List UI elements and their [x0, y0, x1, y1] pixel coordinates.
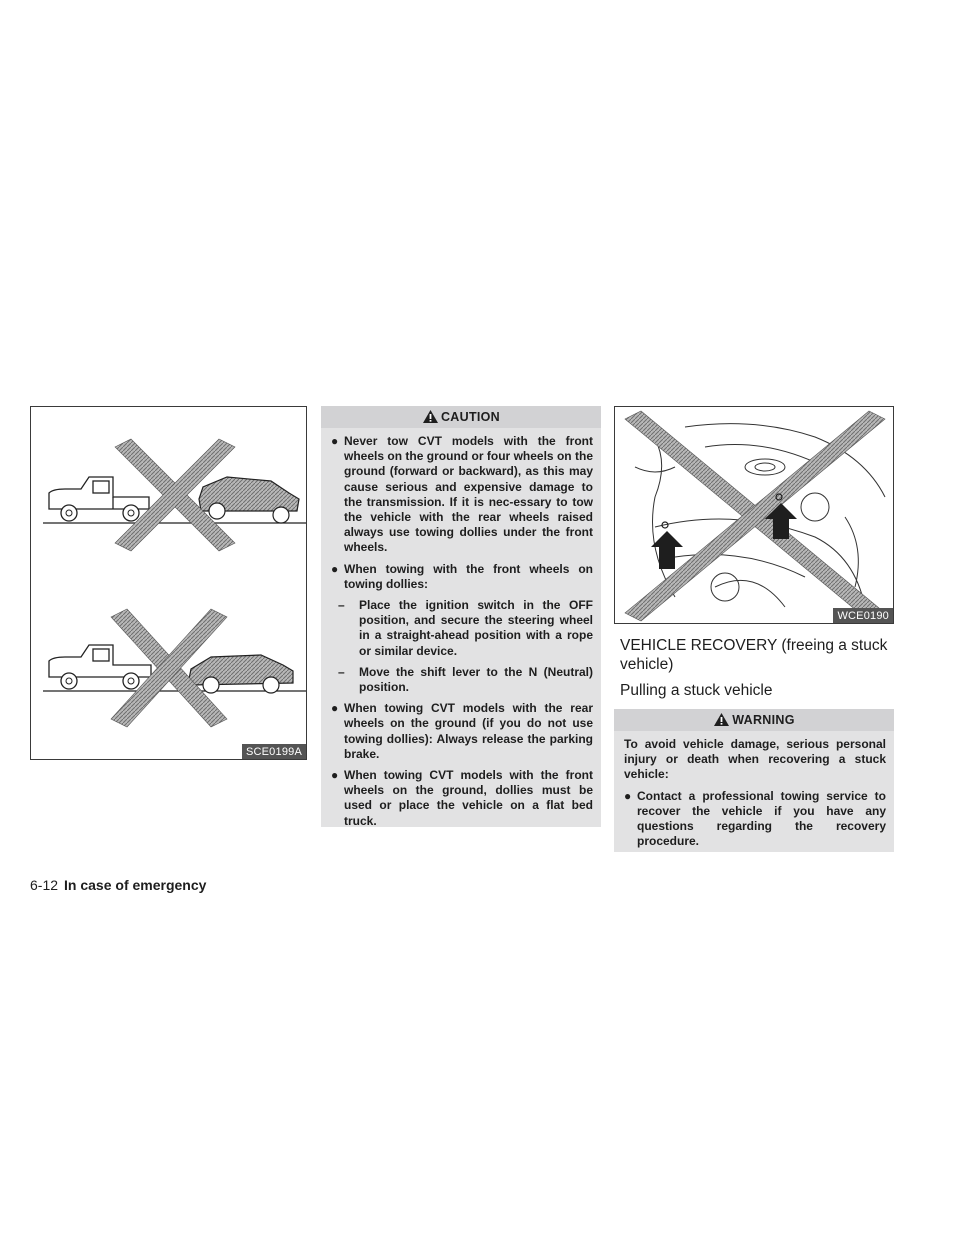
towing-figure — [30, 406, 307, 760]
warning-header — [614, 709, 894, 731]
section-heading: VEHICLE RECOVERY (freeing a stuck vehicle) — [620, 637, 888, 673]
towed-car-bottom — [189, 655, 293, 693]
caution-subitem: – Place the ignition switch in the OFF position, and secure the steering wheel in a straight-ahead position with a rope or similar device. — [338, 598, 593, 658]
caution-title: CAUTION — [440, 410, 501, 424]
caution-item: ● When towing with the front wheels on towing dollies: — [331, 561, 593, 591]
wheel — [123, 505, 139, 521]
towing-illustration — [31, 407, 307, 760]
figure-label: SCE0199A — [242, 744, 306, 759]
warning-item: ● Contact a professional towing service to recover the vehicle if you have any questions regarding the recovery procedure. — [624, 788, 886, 849]
caution-item: ● Never tow CVT models with the front wheels on the ground or four wheels on the ground (forward or backward), as this may cause serious and expensive damage to the transmission. If it is nec-essary to tow the vehicle with the rear wheels raised always use towing dollies under the front wheels. — [331, 434, 593, 555]
warning-triangle-icon — [422, 409, 439, 424]
underbody-figure — [614, 406, 894, 624]
arrow-icon — [651, 522, 683, 569]
towed-car-top — [199, 477, 299, 523]
subheading: Pulling a stuck vehicle — [620, 682, 773, 699]
underbody-illustration — [615, 407, 894, 624]
caution-item: ● When towing CVT models with the front wheels on the ground, dollies must be used or place the vehicle on a flat bed truck. — [331, 768, 593, 828]
warning-box — [614, 709, 894, 852]
caution-header — [321, 406, 601, 428]
figure-label: WCE0190 — [833, 608, 893, 623]
page-footer — [30, 877, 206, 893]
section-name: In case of emergency — [64, 877, 207, 893]
caution-box — [321, 406, 601, 827]
caution-item: ● When towing CVT models with the rear wheels on the ground (if you do not use towing dollies): Always release the parking brake. — [331, 701, 593, 761]
warning-intro: To avoid vehicle damage, serious personal injury or death when recovering a stuck vehicle: — [624, 737, 886, 782]
cross — [625, 411, 885, 621]
caution-subitem: – Move the shift lever to the N (Neutral) position. — [338, 664, 593, 695]
warning-title: WARNING — [732, 713, 795, 727]
warning-triangle-icon — [713, 712, 730, 727]
page-number: 6-12 — [30, 877, 59, 893]
wheel — [61, 505, 77, 521]
